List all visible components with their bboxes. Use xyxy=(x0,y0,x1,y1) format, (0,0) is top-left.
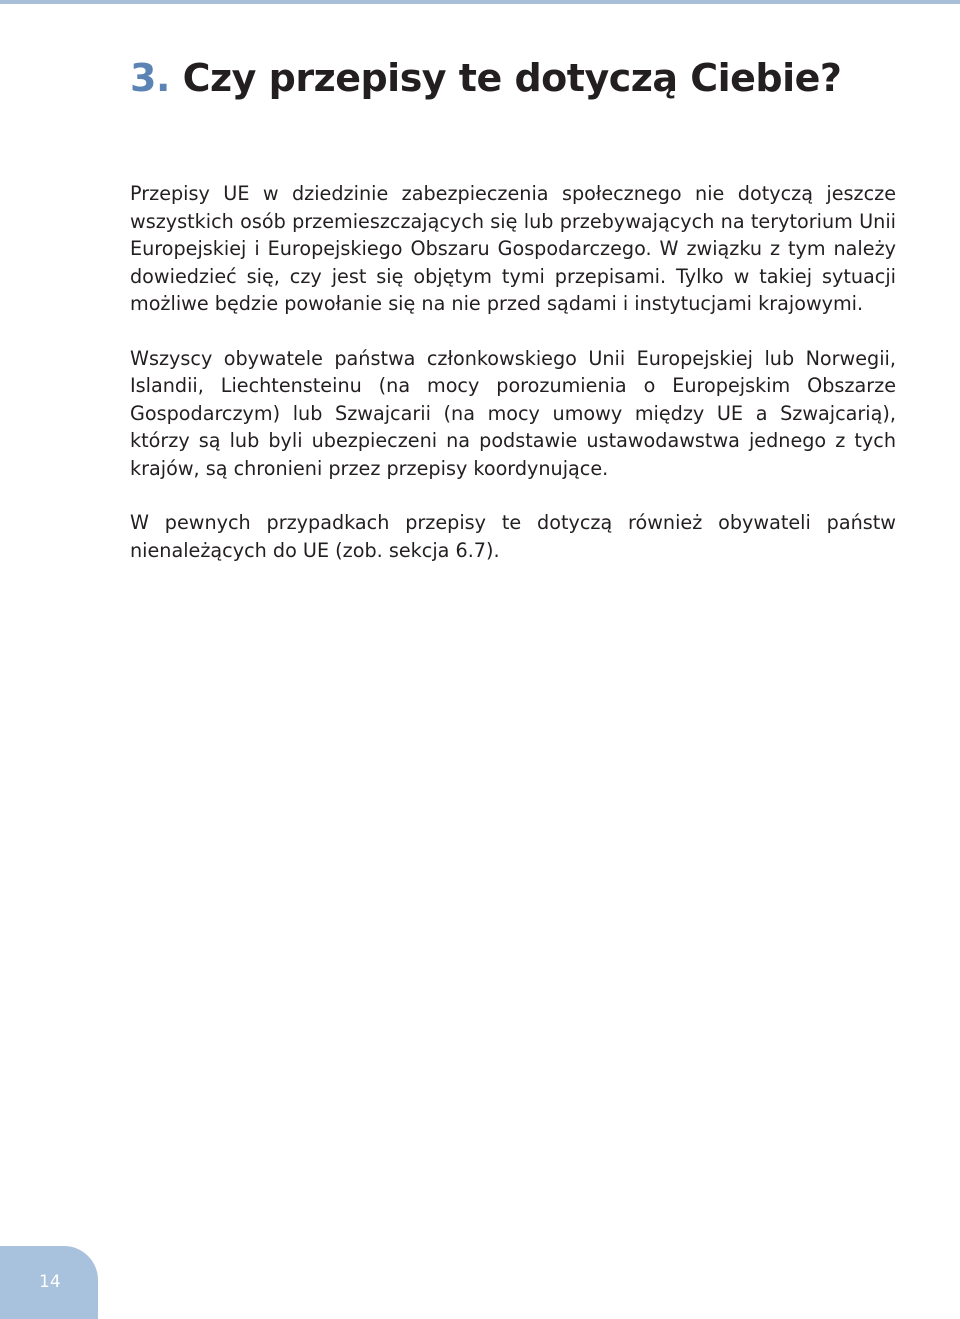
paragraph-non-eu-nationals: W pewnych przypadkach przepisy te dotyczą również obywateli państw nienależących do UE (zob. sekcja 6.7). xyxy=(130,511,896,562)
top-rule xyxy=(0,0,960,4)
paragraph-scope-intro: Przepisy UE w dziedzinie zabezpieczenia społecznego nie dotyczą jeszcze wszystkich osób przemieszczających się lub przebywających na terytorium Unii Europejskiej i Europejskiego Obszaru Gospodarczego. W związku z tym należy dowiedzieć się, czy jest się objętym tymi przepisami. Tylko w takiej sytuacji możliwe będzie powołanie się na nie przed sądami i instytucjami krajowymi. xyxy=(130,182,896,315)
section-number: 3. xyxy=(130,56,170,100)
section-title: Czy przepisy te dotyczą Ciebie? xyxy=(182,56,842,100)
section-heading xyxy=(130,50,841,106)
paragraph-covered-citizens: Wszyscy obywatele państwa członkowskiego Unii Europejskiej lub Norwegii, Islandii, Liechtensteinu (na mocy porozumienia o Europejskim Obszarze Gospodarczym) lub Szwajcarii (na mocy umowy między UE a Szwajcarią), którzy są lub byli ubezpieczeni na podstawie ustawodawstwa jednego z tych krajów, są chronieni przez przepisy koordynujące. xyxy=(130,346,896,480)
body-text xyxy=(130,180,896,591)
page-number: 14 xyxy=(39,1272,61,1292)
